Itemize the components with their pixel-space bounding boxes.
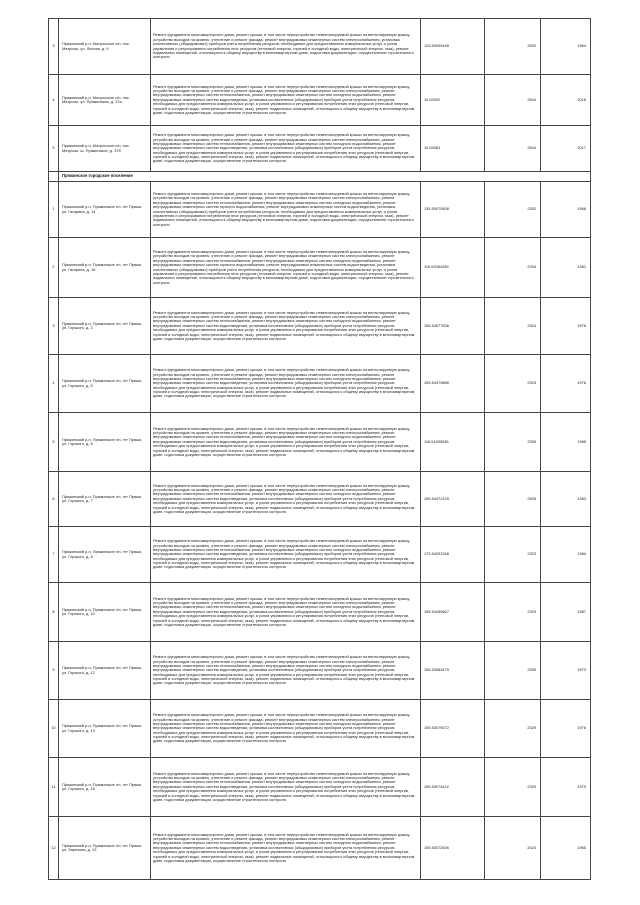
area-cell: 2352 [485, 182, 541, 238]
area-cell: 2505 [485, 472, 541, 527]
cadastral-value-cell: 10.00081 [421, 126, 485, 172]
table-row [49, 583, 591, 642]
year-built-cell: 1964 [541, 19, 591, 75]
cadastral-value-cell: 135.50079508 [421, 182, 485, 238]
row-number-cell: 4 [49, 75, 59, 126]
address-cell: Пряжинский р-н, Пряжинское г/п, пгт Пряжа, ул. Горького, д. 16 [59, 758, 151, 817]
address-cell: Пряжинский р-н, Пряжинское г/п, пгт Пряжа, ул. Гагарина, д. 14 [59, 182, 151, 238]
repair-program-table [48, 18, 591, 880]
table-row [49, 355, 591, 413]
works-description-cell: Ремонт фундамента многоквартирного дома, ремонт крыши, в том числе переустройство невентилируемой крыши на вентилируемую крышу, устройство выходов на кровлю, утепление и ремонт фасада, ремонт внутридомовых инженерных систем электроснабжения, установка коллективных (общедомовых) приборов учета потребления ресурсов, необходимых для предоставления коммунальных услуг, и узлов управления и регулирования потребления этих ресурсов (тепловой энергии, горячей и холодной воды, электрической энергии, газа), ремонт подвальных помещений, относящихся к общему имуществу в многоквартирном доме, подготовка документации, осуществление строительного контроля [151, 19, 421, 75]
table-row [49, 642, 591, 700]
area-cell: 2024 [485, 817, 541, 880]
year-built-cell: 1976 [541, 355, 591, 413]
address-cell: Пряжинский р-н, Пряжинское г/п, пгт Пряжа, ул. Горького, д. 6 [59, 413, 151, 472]
works-description-cell: Ремонт фундамента многоквартирного дома, ремонт крыши, в том числе переустройство невентилируемой крыши на вентилируемую крышу, устройство выходов на кровлю, утепление и ремонт фасада, ремонт внутридомовых инженерных систем электроснабжения, ремонт внутридомовых инженерных систем теплоснабжения, ремонт внутридомовых инженерных систем холодного водоснабжения, ремонт внутридомовых инженерных систем водоотведения, установка коллективных (общедомовых) приборов учета потребления ресурсов, необходимых для предоставления коммунальных услуг, и узлов управления и регулирования потребления этих ресурсов (тепловой энергии, горячей и холодной воды, электрической энергии, газа), ремонт подвальных помещений, относящихся к общему имуществу в многоквартирном доме, подготовка документации, осуществление строительного контроля [151, 75, 421, 126]
cadastral-value-cell: 126.50099448 [421, 19, 485, 75]
address-cell: Пряжинский р-н, Пряжинское г/п, пгт Пряжа, ул. Гагарина, д. 16 [59, 238, 151, 298]
row-number-cell: 8 [49, 583, 59, 642]
row-number-cell: 1 [49, 182, 59, 238]
row-number-cell: 2 [49, 238, 59, 298]
table-row [49, 126, 591, 172]
area-cell: 2329 [485, 758, 541, 817]
address-cell: Пряжинский р-н, Пряжинское г/п, пгт Пряжа, ул. Горького, д. 5 [59, 355, 151, 413]
year-built-cell: 1978 [541, 298, 591, 355]
year-built-cell: 2016 [541, 75, 591, 126]
year-built-cell: 1979 [541, 758, 591, 817]
area-cell: 2323 [485, 527, 541, 583]
table-row [49, 472, 591, 527]
year-built-cell: 1976 [541, 700, 591, 758]
table-row [49, 75, 591, 126]
works-description-cell: Ремонт фундамента многоквартирного дома, ремонт крыши, в том числе переустройство невентилируемой крыши на вентилируемую крышу, устройство выходов на кровлю, утепление и ремонт фасада, ремонт внутридомовых инженерных систем электроснабжения, ремонт внутридомовых инженерных систем теплоснабжения, ремонт внутридомовых инженерных систем холодного водоснабжения, ремонт внутридомовых инженерных систем водоотведения, установка коллективных (общедомовых) приборов учета потребления ресурсов, необходимых для предоставления коммунальных услуг, и узлов управления и регулирования потребления этих ресурсов (тепловой энергии, горячей и холодной воды, электрической энергии, газа), ремонт подвальных помещений, относящихся к общему имуществу в многоквартирном доме, подготовка документации, осуществление строительного контроля [151, 700, 421, 758]
address-cell: Пряжинский р-н, Пряжинское г/п, пгт Пряжа, ул. Заречная, д. 13 [59, 817, 151, 880]
area-cell: 2644 [485, 75, 541, 126]
cadastral-value-cell: 155.54289667 [421, 583, 485, 642]
cadastral-value-cell: 10.00092 [421, 75, 485, 126]
works-description-cell: Ремонт фундамента многоквартирного дома, ремонт крыши, в том числе переустройство невентилируемой крыши на вентилируемую крышу, устройство выходов на кровлю, утепление и ремонт фасада, ремонт внутридомовых инженерных систем электроснабжения, ремонт внутридомовых инженерных систем теплоснабжения, ремонт внутридомовых инженерных систем холодного водоснабжения, ремонт внутридомовых инженерных систем водоотведения, установка коллективных (общедомовых) приборов учета потребления ресурсов, необходимых для предоставления коммунальных услуг, и узлов управления и регулирования потребления этих ресурсов (тепловой энергии, горячей и холодной воды, электрической энергии, газа), ремонт подвальных помещений, относящихся к общему имуществу в многоквартирном доме, подготовка документации, осуществление строительного контроля [151, 527, 421, 583]
works-description-cell: Ремонт фундамента многоквартирного дома, ремонт крыши, в том числе переустройство невентилируемой крыши на вентилируемую крышу, устройство выходов на кровлю, утепление и ремонт фасада, ремонт внутридомовых инженерных систем электроснабжения, ремонт внутридомовых инженерных систем теплоснабжения, ремонт внутридомовых инженерных систем холодного водоснабжения, ремонт внутридомовых инженерных систем горячего водоснабжения, ремонт внутридомовых инженерных систем водоотведения, установка коллективных (общедомовых) приборов учета потребления ресурсов, необходимых для предоставления коммунальных услуг, и узлов управления и регулирования потребления этих ресурсов (тепловой энергии, горячей и холодной воды, электрической энергии, газа), ремонт подвальных помещений, относящихся к общему имуществу в многоквартирном доме, подготовка документации, осуществление строительного контроля [151, 182, 421, 238]
table-row [49, 817, 591, 880]
cadastral-value-cell: 155.54677636 [421, 298, 485, 355]
area-cell: 2294 [485, 238, 541, 298]
cadastral-value-cell: 155.53074422 [421, 758, 485, 817]
row-number-cell: 9 [49, 642, 59, 700]
address-cell: Пряжинский р-н, Пряжинское г/п, пгт Пряжа, ул. Горького, д. 3 [59, 298, 151, 355]
works-description-cell: Ремонт фундамента многоквартирного дома, ремонт крыши, в том числе переустройство невентилируемой крыши на вентилируемую крышу, устройство выходов на кровлю, утепление и ремонт фасада, ремонт внутридомовых инженерных систем электроснабжения, ремонт внутридомовых инженерных систем теплоснабжения, ремонт внутридомовых инженерных систем холодного водоснабжения, ремонт внутридомовых инженерных систем водоотведения, установка коллективных (общедомовых) приборов учета потребления ресурсов, необходимых для предоставления коммунальных услуг, и узлов управления и регулирования потребления этих ресурсов (тепловой энергии, горячей и холодной воды, электрической энергии, газа), ремонт подвальных помещений, относящихся к общему имуществу в многоквартирном доме, подготовка документации, осуществление строительного контроля [151, 817, 421, 880]
year-built-cell: 1985 [541, 413, 591, 472]
row-number-cell: 3 [49, 19, 59, 75]
address-cell: Пряжинский р-н, Матросское с/п, пос. Матросы, ул. Лесная, д. 9 [59, 19, 151, 75]
table-row [49, 758, 591, 817]
row-number-cell: 12 [49, 817, 59, 880]
table-row [49, 298, 591, 355]
row-number-cell: 7 [49, 527, 59, 583]
area-cell: 2329 [485, 583, 541, 642]
table-row [49, 413, 591, 472]
works-description-cell: Ремонт фундамента многоквартирного дома, ремонт крыши, в том числе переустройство невентилируемой крыши на вентилируемую крышу, устройство выходов на кровлю, утепление и ремонт фасада, ремонт внутридомовых инженерных систем электроснабжения, ремонт внутридомовых инженерных систем теплоснабжения, ремонт внутридомовых инженерных систем холодного водоснабжения, ремонт внутридомовых инженерных систем водоотведения, установка коллективных (общедомовых) приборов учета потребления ресурсов, необходимых для предоставления коммунальных услуг, и узлов управления и регулирования потребления этих ресурсов (тепловой энергии, горячей и холодной воды, электрической энергии, газа), ремонт подвальных помещений, относящихся к общему имуществу в многоквартирном доме, подготовка документации, осуществление строительного контроля [151, 642, 421, 700]
cadastral-value-cell: 155.54472109 [421, 472, 485, 527]
works-description-cell: Ремонт фундамента многоквартирного дома, ремонт крыши, в том числе переустройство невентилируемой крыши на вентилируемую крышу, устройство выходов на кровлю, утепление и ремонт фасада, ремонт внутридомовых инженерных систем электроснабжения, ремонт внутридомовых инженерных систем теплоснабжения, ремонт внутридомовых инженерных систем холодного водоснабжения, ремонт внутридомовых инженерных систем водоотведения, установка коллективных (общедомовых) приборов учета потребления ресурсов, необходимых для предоставления коммунальных услуг, и узлов управления и регулирования потребления этих ресурсов (тепловой энергии, горячей и холодной воды, электрической энергии, газа), ремонт подвальных помещений, относящихся к общему имуществу в многоквартирном доме, подготовка документации, осуществление строительного контроля [151, 758, 421, 817]
works-description-cell: Ремонт фундамента многоквартирного дома, ремонт крыши, в том числе переустройство невентилируемой крыши на вентилируемую крышу, устройство выходов на кровлю, утепление и ремонт фасада, ремонт внутридомовых инженерных систем электроснабжения, ремонт внутридомовых инженерных систем теплоснабжения, ремонт внутридомовых инженерных систем холодного водоснабжения, ремонт внутридомовых инженерных систем водоотведения, установка коллективных (общедомовых) приборов учета потребления ресурсов, необходимых для предоставления коммунальных услуг, и узлов управления и регулирования потребления этих ресурсов (тепловой энергии, горячей и холодной воды, электрической энергии, газа), ремонт подвальных помещений, относящихся к общему имуществу в многоквартирном доме, подготовка документации, осуществление строительного контроля [151, 583, 421, 642]
row-number-cell: 6 [49, 472, 59, 527]
cadastral-value-cell: 175.54291268 [421, 527, 485, 583]
table-row [49, 19, 591, 75]
cadastral-value-cell: 155.53083479 [421, 642, 485, 700]
address-cell: Пряжинский р-н, Матросское с/п, пос. Матросы, ул. Пряжинская, д. 37а [59, 75, 151, 126]
row-number-cell: 3 [49, 298, 59, 355]
row-number-cell: 5 [49, 413, 59, 472]
section-header-row [49, 172, 591, 182]
address-cell: Пряжинский р-н, Пряжинское г/п, пгт Пряжа, ул. Горького, д. 10 [59, 583, 151, 642]
area-cell: 2644 [485, 126, 541, 172]
area-cell: 2289 [485, 642, 541, 700]
year-built-cell: 1973 [541, 642, 591, 700]
cadastral-value-cell: 118.51099536 [421, 413, 485, 472]
cadastral-value-cell: 155.53079072 [421, 700, 485, 758]
table-row [49, 527, 591, 583]
row-number-cell: 10 [49, 700, 59, 758]
table-row [49, 182, 591, 238]
area-cell: 2592 [485, 19, 541, 75]
row-number-cell: 5 [49, 126, 59, 172]
cadastral-value-cell: 155.54479886 [421, 355, 485, 413]
section-title: Пряжинское городское поселение [59, 172, 591, 182]
address-cell: Пряжинский р-н, Матросское с/п, пос. Матросы, ш. Пряжинское, д. 37б [59, 126, 151, 172]
year-built-cell: 1984 [541, 527, 591, 583]
cadastral-value-cell: 115.52064289 [421, 238, 485, 298]
year-built-cell: 1966 [541, 182, 591, 238]
works-description-cell: Ремонт фундамента многоквартирного дома, ремонт крыши, в том числе переустройство невентилируемой крыши на вентилируемую крышу, устройство выходов на кровлю, утепление и ремонт фасада, ремонт внутридомовых инженерных систем электроснабжения, ремонт внутридомовых инженерных систем теплоснабжения, ремонт внутридомовых инженерных систем холодного водоснабжения, ремонт внутридомовых инженерных систем горячего водоснабжения, ремонт внутридомовых инженерных систем водоотведения, установка коллективных (общедомовых) приборов учета потребления ресурсов, необходимых для предоставления коммунальных услуг, и узлов управления и регулирования потребления этих ресурсов (тепловой энергии, горячей и холодной воды, электрической энергии, газа), ремонт подвальных помещений, относящихся к общему имуществу в многоквартирном доме, подготовка документации, осуществление строительного контроля [151, 238, 421, 298]
works-description-cell: Ремонт фундамента многоквартирного дома, ремонт крыши, в том числе переустройство невентилируемой крыши на вентилируемую крышу, устройство выходов на кровлю, утепление и ремонт фасада, ремонт внутридомовых инженерных систем электроснабжения, ремонт внутридомовых инженерных систем теплоснабжения, ремонт внутридомовых инженерных систем холодного водоснабжения, ремонт внутридомовых инженерных систем водоотведения, установка коллективных (общедомовых) приборов учета потребления ресурсов, необходимых для предоставления коммунальных услуг, и узлов управления и регулирования потребления этих ресурсов (тепловой энергии, горячей и холодной воды, электрической энергии, газа), ремонт подвальных помещений, относящихся к общему имуществу в многоквартирном доме, подготовка документации, осуществление строительного контроля [151, 413, 421, 472]
row-number-cell: 4 [49, 355, 59, 413]
address-cell: Пряжинский р-н, Пряжинское г/п, пгт Пряжа, ул. Горького, д. 7 [59, 472, 151, 527]
area-cell: 2304 [485, 298, 541, 355]
address-cell: Пряжинский р-н, Пряжинское г/п, пгт Пряжа, ул. Горького, д. 12 [59, 642, 151, 700]
row-number-cell: 11 [49, 758, 59, 817]
area-cell: 2395 [485, 413, 541, 472]
year-built-cell: 1981 [541, 238, 591, 298]
address-cell: Пряжинский р-н, Пряжинское г/п, пгт Пряжа, ул. Горького, д. 8 [59, 527, 151, 583]
year-built-cell: 1983 [541, 472, 591, 527]
works-description-cell: Ремонт фундамента многоквартирного дома, ремонт крыши, в том числе переустройство невентилируемой крыши на вентилируемую крышу, устройство выходов на кровлю, утепление и ремонт фасада, ремонт внутридомовых инженерных систем электроснабжения, ремонт внутридомовых инженерных систем теплоснабжения, ремонт внутридомовых инженерных систем холодного водоснабжения, ремонт внутридомовых инженерных систем водоотведения, установка коллективных (общедомовых) приборов учета потребления ресурсов, необходимых для предоставления коммунальных услуг, и узлов управления и регулирования потребления этих ресурсов (тепловой энергии, горячей и холодной воды, электрической энергии, газа), ремонт подвальных помещений, относящихся к общему имуществу в многоквартирном доме, подготовка документации, осуществление строительного контроля [151, 298, 421, 355]
area-cell: 2329 [485, 700, 541, 758]
address-cell: Пряжинский р-н, Пряжинское г/п, пгт Пряжа, ул. Горького, д. 14 [59, 700, 151, 758]
year-built-cell: 1965 [541, 817, 591, 880]
works-description-cell: Ремонт фундамента многоквартирного дома, ремонт крыши, в том числе переустройство невентилируемой крыши на вентилируемую крышу, устройство выходов на кровлю, утепление и ремонт фасада, ремонт внутридомовых инженерных систем электроснабжения, ремонт внутридомовых инженерных систем теплоснабжения, ремонт внутридомовых инженерных систем холодного водоснабжения, ремонт внутридомовых инженерных систем водоотведения, установка коллективных (общедомовых) приборов учета потребления ресурсов, необходимых для предоставления коммунальных услуг, и узлов управления и регулирования потребления этих ресурсов (тепловой энергии, горячей и холодной воды, электрической энергии, газа), ремонт подвальных помещений, относящихся к общему имуществу в многоквартирном доме, подготовка документации, осуществление строительного контроля [151, 355, 421, 413]
works-description-cell: Ремонт фундамента многоквартирного дома, ремонт крыши, в том числе переустройство невентилируемой крыши на вентилируемую крышу, устройство выходов на кровлю, утепление и ремонт фасада, ремонт внутридомовых инженерных систем электроснабжения, ремонт внутридомовых инженерных систем теплоснабжения, ремонт внутридомовых инженерных систем холодного водоснабжения, ремонт внутридомовых инженерных систем водоотведения, установка коллективных (общедомовых) приборов учета потребления ресурсов, необходимых для предоставления коммунальных услуг, и узлов управления и регулирования потребления этих ресурсов (тепловой энергии, горячей и холодной воды, электрической энергии, газа), ремонт подвальных помещений, относящихся к общему имуществу в многоквартирном доме, подготовка документации, осуществление строительного контроля [151, 472, 421, 527]
document-page [48, 18, 590, 880]
works-description-cell: Ремонт фундамента многоквартирного дома, ремонт крыши, в том числе переустройство невентилируемой крыши на вентилируемую крышу, устройство выходов на кровлю, утепление и ремонт фасада, ремонт внутридомовых инженерных систем электроснабжения, ремонт внутридомовых инженерных систем теплоснабжения, ремонт внутридомовых инженерных систем холодного водоснабжения, ремонт внутридомовых инженерных систем водоотведения, установка коллективных (общедомовых) приборов учета потребления ресурсов, необходимых для предоставления коммунальных услуг, и узлов управления и регулирования потребления этих ресурсов (тепловой энергии, горячей и холодной воды, электрической энергии, газа), ремонт подвальных помещений, относящихся к общему имуществу в многоквартирном доме, подготовка документации, осуществление строительного контроля [151, 126, 421, 172]
cadastral-value-cell: 155.50072506 [421, 817, 485, 880]
year-built-cell: 1987 [541, 583, 591, 642]
year-built-cell: 2017 [541, 126, 591, 172]
table-row [49, 700, 591, 758]
area-cell: 2325 [485, 355, 541, 413]
section-number-cell [49, 172, 59, 182]
table-row [49, 238, 591, 298]
table-body [49, 19, 591, 880]
